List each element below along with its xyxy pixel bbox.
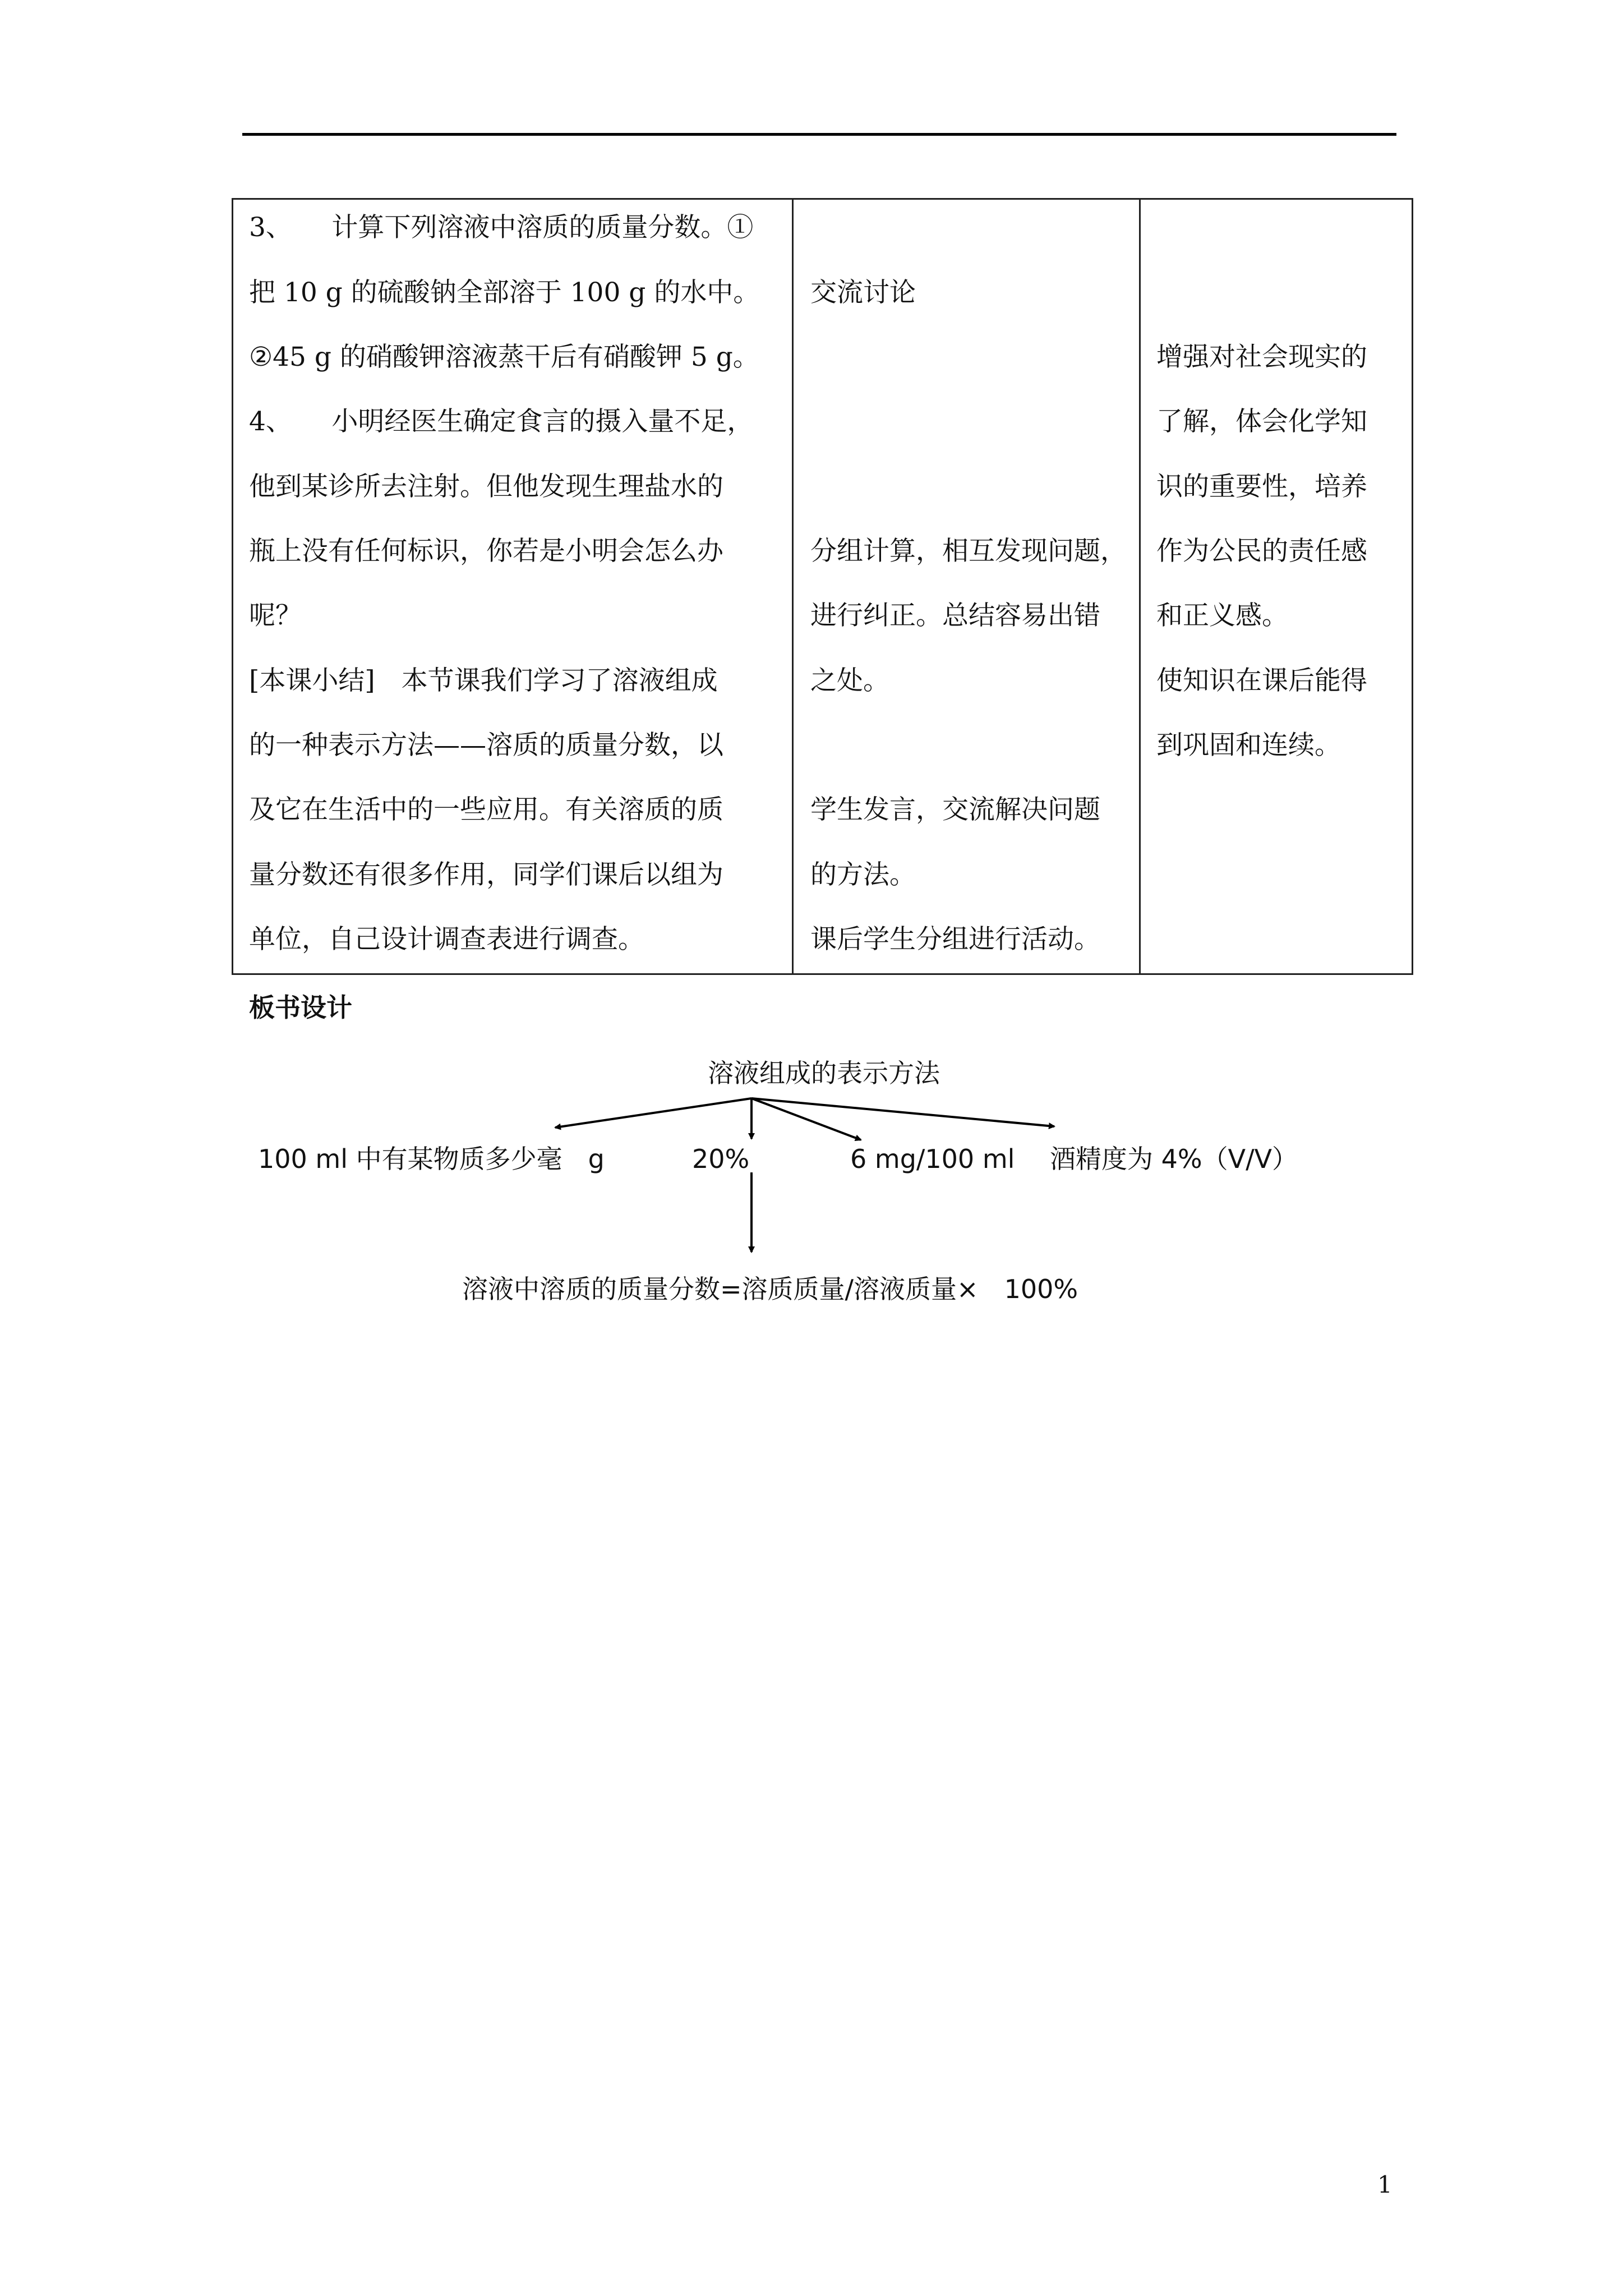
text-line: 识的重要性，培养 [1156, 471, 1367, 502]
text-line: [本课小结] 本节课我们学习了溶液组成 [249, 665, 718, 696]
text-line: 增强对社会现实的 [1156, 342, 1367, 372]
activity-cell [233, 199, 793, 974]
design-intent-cell [1140, 199, 1413, 974]
arrow-to-volume [555, 1098, 751, 1128]
text-line: 进行纠正。总结容易出错 [810, 600, 1100, 631]
text-line: 他到某诊所去注射。但他发现生理盐水的 [249, 471, 723, 502]
text-line: 单位，自己设计调查表进行调查。 [249, 924, 644, 955]
text-line: 和正义感。 [1156, 600, 1288, 631]
header-rule [242, 133, 1396, 136]
text-line: 分组计算，相互发现问题， [810, 536, 1127, 567]
text-line: 呢？ [249, 600, 302, 631]
text-line: ②45 g 的硝酸钾溶液蒸干后有硝酸钾 5 g。 [249, 342, 759, 372]
text-line: 及它在生活中的一些应用。有关溶质的质 [249, 794, 723, 825]
diagram-branch: 100 ml 中有某物质多少毫 g [258, 1144, 605, 1174]
diagram-formula: 溶液中溶质的质量分数=溶质质量/溶液质量× 100% [462, 1274, 1078, 1304]
table-row [233, 199, 1413, 974]
arrow-to-alcohol [751, 1098, 1054, 1126]
text-line: 的一种表示方法——溶质的质量分数，以 [249, 730, 723, 761]
text-line: 使知识在课后能得 [1156, 665, 1367, 696]
text-line: 3、 计算下列溶液中溶质的质量分数。① [249, 212, 754, 243]
diagram-branch: 6 mg/100 ml [850, 1144, 1015, 1174]
section-title: 板书设计 [249, 992, 352, 1023]
text-line: 瓶上没有任何标识，你若是小明会怎么办 [249, 536, 723, 567]
text-line: 交流讨论 [810, 277, 916, 308]
text-line: 把 10 g 的硫酸钠全部溶于 100 g 的水中。 [249, 277, 760, 308]
text-line: 了解，体会化学知 [1156, 406, 1367, 437]
arrow-to-mg [751, 1098, 861, 1140]
page-number: 1 [1377, 2171, 1393, 2198]
text-line: 量分数还有很多作用，同学们课后以组为 [249, 859, 723, 890]
text-line: 之处。 [810, 665, 889, 696]
text-line: 作为公民的责任感 [1156, 536, 1367, 567]
text-line: 课后学生分组进行活动。 [810, 924, 1100, 955]
text-line: 学生发言，交流解决问题 [810, 794, 1100, 825]
diagram-branch: 20% [692, 1144, 750, 1174]
lesson-table [232, 198, 1413, 975]
text-line: 到巩固和连续。 [1156, 730, 1341, 761]
diagram-root: 溶液组成的表示方法 [708, 1058, 940, 1088]
text-line: 的方法。 [810, 859, 916, 890]
student-activity-cell [793, 199, 1140, 974]
diagram-branch: 酒精度为 4%（V/V） [1050, 1144, 1298, 1174]
text-line: 4、 小明经医生确定食言的摄入量不足， [249, 406, 754, 437]
